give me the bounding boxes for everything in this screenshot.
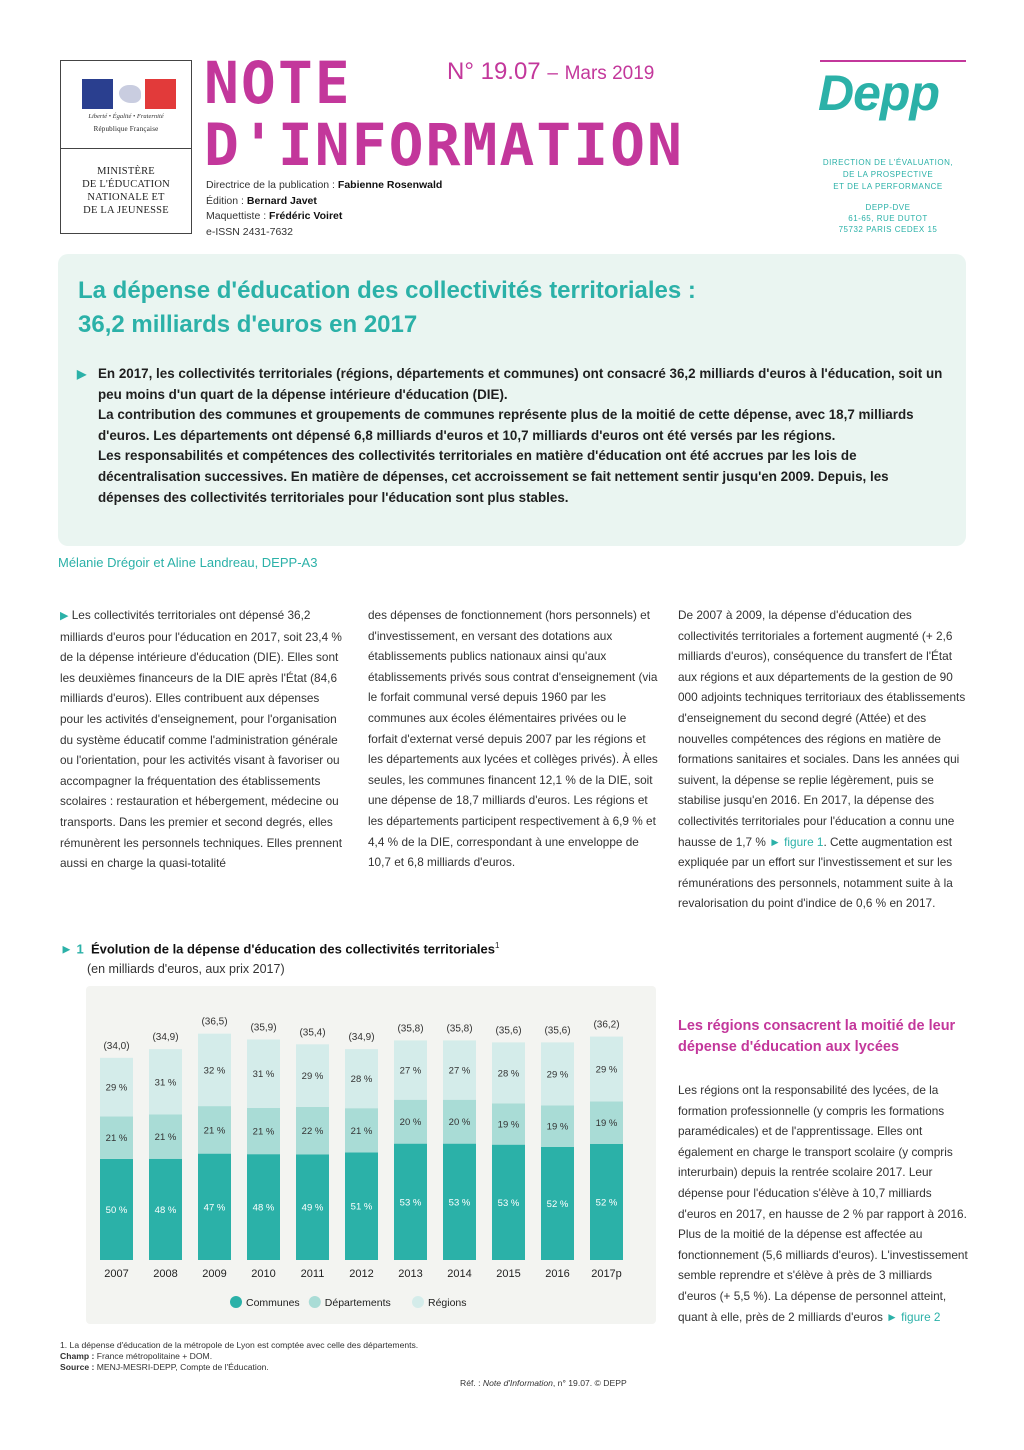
- title-line-information: D'INFORMATION: [204, 111, 684, 179]
- source-label: Source :: [60, 1362, 95, 1372]
- total-label: (34,9): [152, 1032, 179, 1044]
- footnote: 1. La dépense d'éducation de la métropole de Lyon est comptée avec celle des départements.: [60, 1340, 419, 1350]
- data-label: 19 %: [546, 1121, 569, 1133]
- publication-credits: [206, 178, 442, 240]
- credit-label: Édition :: [206, 194, 247, 207]
- champ-value: France métropolitaine + DOM.: [94, 1351, 213, 1361]
- depp-address: [808, 202, 968, 235]
- credit-value: Bernard Javet: [246, 194, 317, 207]
- body-text: Les régions ont la responsabilité des lycées, de la formation professionnelle (y compris les formations paramédicales) et de l'apprentissage. Elles ont également en charge le transport scolaire (y compris interurbain) depuis la rentrée scolaire 2017. Leur dépense pour l'éducation s'élève à 10,7 milliards d'euros en 2017, en hausse de 2 % par rapport à 2016. Plus de la moitié de la dépense est affectée au fonctionnement (5,6 milliards d'euros). L'investissement semble reprendre et s'élève à près de 3 milliards d'euros (+ 5,5 %). La dépense de personnel atteint, quant à elle, près de 2 milliards d'euros: [678, 1083, 968, 1324]
- ministry-line: DE L'ÉDUCATION: [82, 179, 170, 190]
- ref-publication: Note d'Information: [480, 1378, 553, 1388]
- data-label: 53 %: [497, 1197, 520, 1209]
- depp-address-line: DEPP-DVE: [865, 203, 911, 212]
- depp-direction-line: DIRECTION DE L'ÉVALUATION,: [822, 158, 954, 167]
- total-label: (36,5): [201, 1016, 228, 1028]
- total-label: (36,2): [593, 1019, 620, 1031]
- data-label: 48 %: [154, 1204, 177, 1216]
- figure-footnotes: [60, 1340, 660, 1373]
- depp-rule: [820, 60, 966, 62]
- legend-label: Communes: [246, 1297, 300, 1309]
- summary-box: [58, 254, 966, 546]
- footnote-marker: 1: [495, 941, 500, 950]
- credit-line: [206, 178, 442, 194]
- champ-line: [60, 1351, 660, 1362]
- data-label: 31 %: [154, 1077, 177, 1089]
- data-label: 22 %: [301, 1126, 324, 1138]
- data-label: 27 %: [399, 1065, 422, 1077]
- data-label: 28 %: [350, 1074, 373, 1086]
- total-label: (35,6): [495, 1025, 522, 1037]
- ministry-logo: [60, 60, 192, 234]
- depp-direction: [808, 157, 968, 193]
- data-label: 51 %: [350, 1201, 373, 1213]
- title-line: La dépense d'éducation des collectivités territoriales :: [78, 277, 696, 304]
- republique-francaise: République Française: [93, 125, 159, 133]
- body-text: De 2007 à 2009, la dépense d'éducation des collectivités territoriales a fortement augmenté (+ 2,6 milliards d'euros), conséquence du transfert de l'État aux régions et aux départements de la gestion de 90 000 adjoints techniques territoriaux des établissements d'enseignement du second degré (Attée) et des nouvelles compétences des régions en matière de formations sanitaires et sociales. Dans les années qui suivent, la dépense se replie légèrement, puis se stabilise jusqu'en 2016. En 2017, la dépense des collectivités territoriales pour l'éducation a connu une hausse de 1,7 %: [678, 608, 966, 849]
- data-label: 53 %: [399, 1197, 422, 1209]
- depp-direction-line: DE LA PROSPECTIVE: [842, 170, 934, 179]
- legend-swatch: [309, 1296, 321, 1308]
- data-label: 19 %: [497, 1119, 520, 1131]
- body-column-1: [60, 605, 345, 874]
- data-label: 49 %: [301, 1202, 324, 1214]
- section-heading: Les régions consacrent la moitié de leur dépense d'éducation aux lycées: [678, 1018, 956, 1055]
- credit-line: [206, 209, 442, 225]
- legend-label: Départements: [324, 1297, 391, 1309]
- data-label: 29 %: [595, 1064, 618, 1076]
- issue-info: [447, 58, 654, 86]
- data-label: 53 %: [448, 1197, 471, 1209]
- credit-value: Fabienne Rosenwald: [337, 179, 443, 191]
- figure-subtitle: (en milliards d'euros, aux prix 2017): [87, 962, 285, 977]
- republic-motto: Liberté • Égalité • Fraternité: [88, 113, 164, 120]
- x-tick-label: 2010: [251, 1268, 276, 1280]
- data-label: 28 %: [497, 1068, 520, 1080]
- credit-label: Maquettiste :: [206, 210, 270, 222]
- title-line-note: NOTE: [204, 49, 352, 117]
- triangle-bullet-icon: ▶: [77, 367, 87, 381]
- total-label: (34,9): [348, 1032, 375, 1044]
- legend-swatch: [412, 1296, 424, 1308]
- data-label: 20 %: [448, 1117, 471, 1129]
- summary-paragraph: Les responsabilités et compétences des collectivités territoriales en matière d'éducation ont été accrues par les lois de décentralisation successives. En matière de dépenses, cet accroissement se fait nettement sentir jusqu'en 2009. Depuis, les dépenses des collectivités territoriales pour l'éducation sont plus stables.: [98, 448, 889, 505]
- summary-lead: [77, 364, 944, 508]
- data-label: 29 %: [301, 1071, 324, 1083]
- credit-label: e-ISSN 2431-7632: [206, 225, 293, 238]
- data-label: 21 %: [350, 1125, 373, 1137]
- body-text: . Cette augmentation est expliquée par un effort sur l'investissement et sur les rémunérations des personnels, notamment suite à la revalorisation du point d'indice de 0,6 % en 2017.: [678, 834, 953, 911]
- figure-title: [60, 935, 660, 980]
- x-tick-label: 2009: [202, 1268, 227, 1280]
- french-flag-icon: [82, 79, 176, 109]
- legend-swatch: [230, 1296, 242, 1308]
- authors: Mélanie Drégoir et Aline Landreau, DEPP-A3: [58, 555, 318, 570]
- article-title: [78, 274, 946, 342]
- figure-title-text: Évolution de la dépense d'éducation des collectivités territoriales: [90, 941, 495, 957]
- x-tick-label: 2016: [545, 1268, 570, 1280]
- ministry-name: [61, 149, 191, 217]
- ministry-line: MINISTÈRE: [97, 166, 155, 177]
- x-tick-label: 2017p: [591, 1268, 622, 1280]
- issue-separator: –: [547, 63, 558, 84]
- total-label: (35,6): [544, 1025, 571, 1037]
- data-label: 50 %: [105, 1204, 128, 1216]
- depp-logo: Depp: [818, 65, 939, 121]
- data-label: 21 %: [252, 1126, 275, 1138]
- total-label: (35,9): [250, 1022, 277, 1034]
- issue-month: Mars 2019: [564, 63, 655, 84]
- figure-1-link[interactable]: ► figure 1: [769, 834, 824, 849]
- stacked-bar-chart: [86, 986, 656, 1324]
- figure-2-link[interactable]: ► figure 2: [886, 1309, 941, 1324]
- x-tick-label: 2014: [447, 1268, 472, 1280]
- source-value: MENJ-MESRI-DEPP, Compte de l'Éducation.: [94, 1362, 269, 1372]
- ministry-line: NATIONALE ET: [87, 192, 165, 203]
- x-tick-label: 2011: [300, 1268, 325, 1280]
- data-label: 21 %: [154, 1132, 177, 1144]
- triangle-bullet-icon: ▶: [60, 610, 69, 622]
- credit-line: [206, 194, 442, 210]
- ref-label: Réf. :: [460, 1378, 481, 1388]
- summary-paragraph: En 2017, les collectivités territoriales (régions, départements et communes) ont consacré 36,2 milliards d'euros à l'éducation, soit un peu moins d'un quart de la dépense intérieure d'éducation (DIE).: [98, 366, 943, 402]
- data-label: 27 %: [448, 1065, 471, 1077]
- data-label: 29 %: [105, 1082, 128, 1094]
- champ-label: Champ :: [60, 1351, 95, 1361]
- data-label: 52 %: [595, 1197, 618, 1209]
- depp-direction-line: ET DE LA PERFORMANCE: [833, 182, 943, 191]
- total-label: (35,8): [446, 1023, 473, 1035]
- x-tick-label: 2007: [104, 1268, 129, 1280]
- body-text: Les collectivités territoriales ont dépensé 36,2 milliards d'euros pour l'éducation en 2017, soit 23,4 % de la dépense intérieure d'éducation (DIE). Elles sont les deuxièmes financeurs de la DIE après l'État (84,6 milliards d'euros). Elles contribuent aux dépenses pour les activités d'enseignement, pour l'organisation du système éducatif comme l'administration générale ou l'orientation, pour les activités visant à favoriser ou accompagner la fréquentation des établissements scolaires : restauration et hébergement, médecine ou transports. Dans les premier et second degrés, elles rémunèrent les personnels techniques. Elles prennent aussi en charge la quasi-totalité: [60, 608, 342, 871]
- body-column-2: [368, 605, 658, 873]
- data-label: 21 %: [105, 1133, 128, 1145]
- issue-number: N° 19.07: [447, 58, 541, 85]
- body-text: des dépenses de fonctionnement (hors personnels) et d'investissement, en versant des dotations aux établissements publics nationaux ainsi qu'aux établissements privés sous contrat d'enseignement (via le forfait communal versé depuis 1960 par les communes aux écoles élémentaires privées ou le forfait d'externat versé depuis 2007 par les régions et les départements aux lycées et collèges privés). À elles seules, les communes financent 12,1 % de la DIE, soit une dépense de 18,7 milliards d'euros. Les régions et les départements participent respectivement à 6,9 % et 4,4 % de la DIE, correspondant à une enveloppe de 10,7 et 6,8 milliards d'euros.: [368, 608, 658, 870]
- x-tick-label: 2012: [349, 1268, 374, 1280]
- data-label: 21 %: [203, 1125, 226, 1137]
- credit-value: Frédéric Voiret: [269, 210, 343, 222]
- data-label: 20 %: [399, 1117, 422, 1129]
- ref-rest: , n° 19.07. © DEPP: [552, 1378, 627, 1388]
- data-label: 32 %: [203, 1065, 226, 1077]
- marianne-logo: [61, 61, 191, 149]
- credit-label: Directrice de la publication :: [206, 179, 338, 191]
- credit-line: [206, 225, 442, 241]
- total-label: (35,4): [299, 1027, 326, 1039]
- total-label: (35,8): [397, 1023, 424, 1035]
- summary-paragraph: La contribution des communes et groupements de communes représente plus de la moitié de cette dépense, avec 18,7 milliards d'euros. Les départements ont dépensé 6,8 milliards d'euros et 10,7 milliards d'euros ont été versés par les régions.: [98, 407, 914, 443]
- title-line: 36,2 milliards d'euros en 2017: [78, 311, 418, 338]
- total-label: (34,0): [103, 1040, 130, 1052]
- source-line: [60, 1362, 660, 1373]
- x-tick-label: 2015: [496, 1268, 521, 1280]
- depp-address-line: 61-65, RUE DUTOT: [848, 214, 928, 223]
- x-tick-label: 2013: [398, 1268, 423, 1280]
- data-label: 19 %: [595, 1118, 618, 1130]
- data-label: 31 %: [252, 1069, 275, 1081]
- x-tick-label: 2008: [153, 1268, 178, 1280]
- figure-reference: [460, 1378, 627, 1388]
- data-label: 48 %: [252, 1202, 275, 1214]
- data-label: 52 %: [546, 1198, 569, 1210]
- legend-label: Régions: [428, 1297, 467, 1309]
- data-label: 29 %: [546, 1069, 569, 1081]
- body-column-3: [678, 605, 968, 914]
- figure-number: ► 1: [60, 941, 84, 957]
- depp-address-line: 75732 PARIS CEDEX 15: [838, 225, 938, 234]
- ministry-line: DE LA JEUNESSE: [83, 205, 169, 216]
- body-column-4: [678, 1080, 968, 1327]
- data-label: 47 %: [203, 1202, 226, 1214]
